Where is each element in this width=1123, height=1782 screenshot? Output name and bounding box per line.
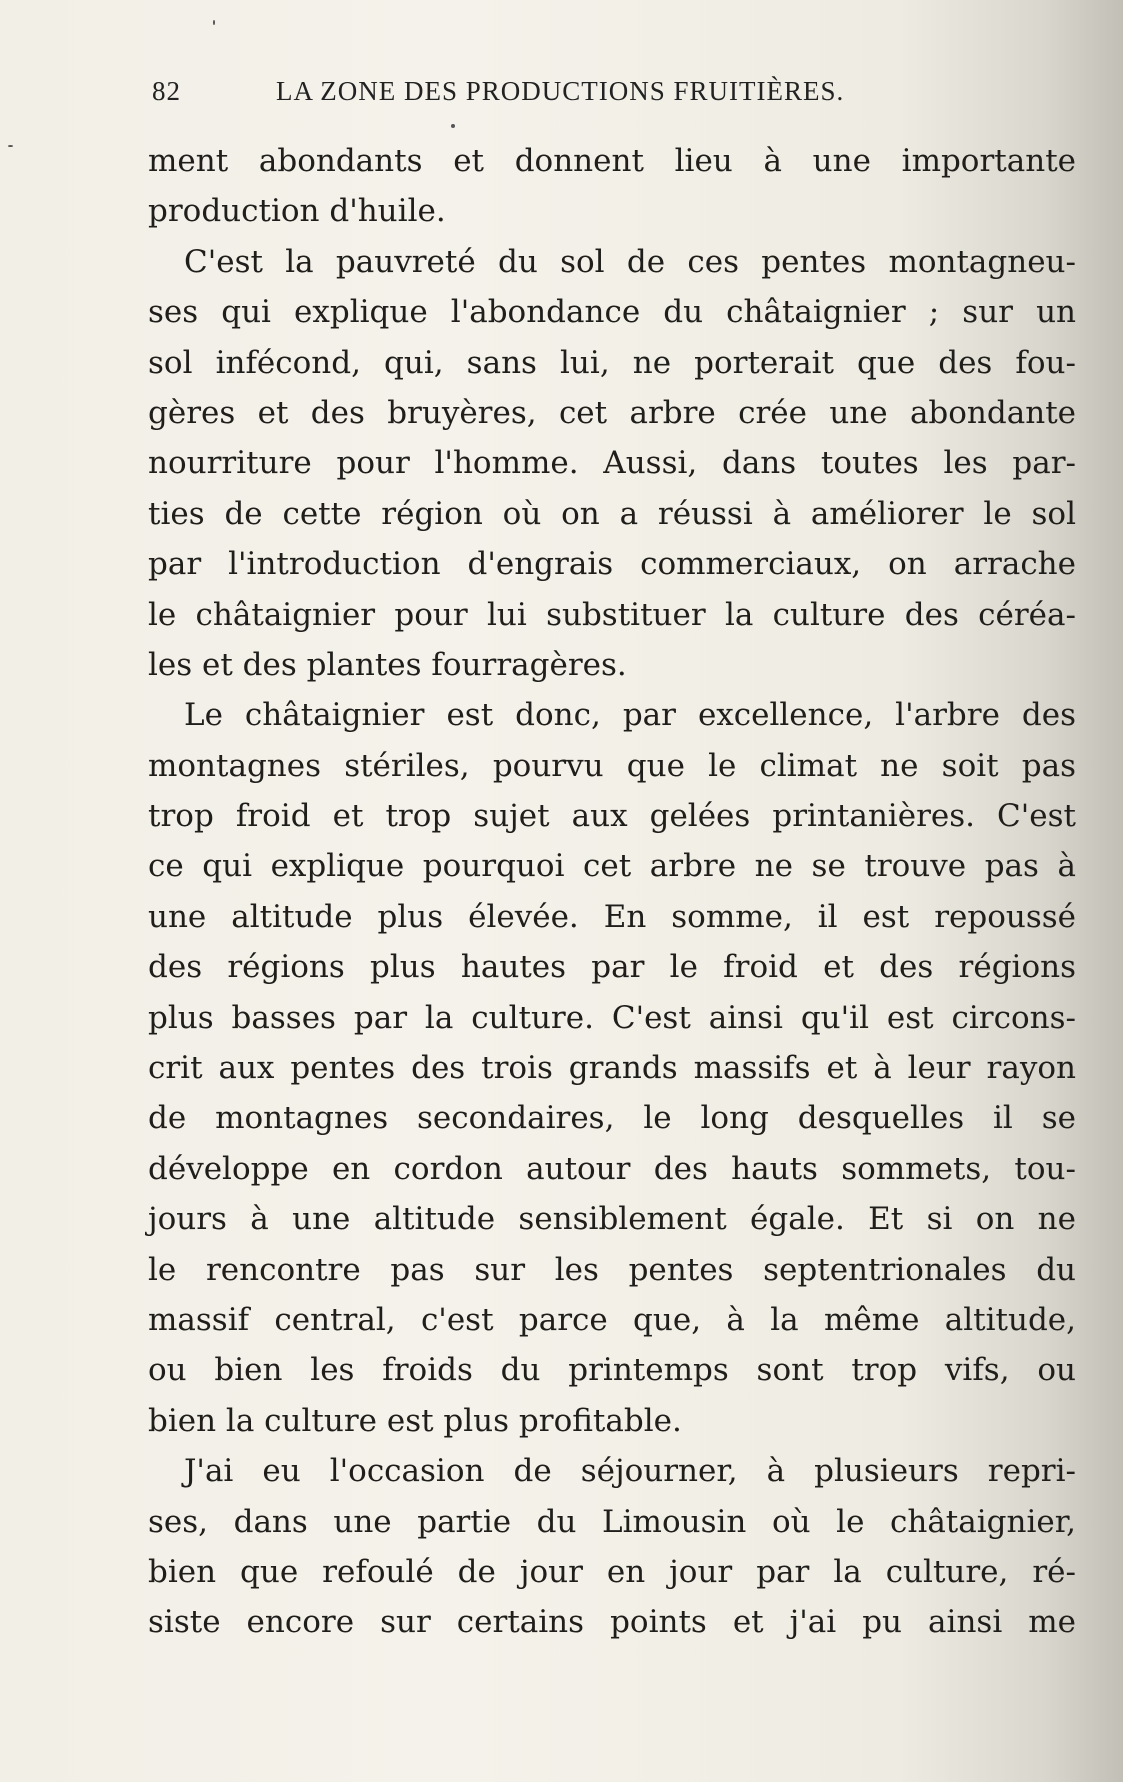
text-line: crit aux pentes des trois grands massifs et à leur rayon <box>148 1050 1076 1087</box>
text-line: siste encore sur certains points et j'ai pu ainsi me <box>148 1604 1076 1641</box>
text-line: des régions plus hautes par le froid et des régions <box>148 949 1076 986</box>
page-header <box>152 72 972 112</box>
text-line: bien que refoulé de jour en jour par la culture, ré- <box>148 1553 1076 1590</box>
text-line: plus basses par la culture. C'est ainsi qu'il est circons- <box>148 999 1076 1036</box>
ink-speck <box>451 124 455 128</box>
text-line: ses, dans une partie du Limousin où le châtaignier, <box>148 1503 1076 1540</box>
text-line: production d'huile. <box>148 193 446 230</box>
text-line: bien la culture est plus profitable. <box>148 1402 682 1439</box>
text-line: massif central, c'est parce que, à la même altitude, <box>148 1301 1076 1338</box>
text-line: ce qui explique pourquoi cet arbre ne se trouve pas à <box>148 848 1076 885</box>
text-line: ou bien les froids du printemps sont trop vifs, ou <box>148 1352 1076 1389</box>
text-line: nourriture pour l'homme. Aussi, dans toutes les par- <box>148 445 1076 482</box>
text-line: trop froid et trop sujet aux gelées printanières. C'est <box>148 798 1076 835</box>
ink-speck <box>213 20 215 25</box>
text-line: Le châtaignier est donc, par excellence, l'arbre des <box>184 697 1076 734</box>
text-line: une altitude plus élevée. En somme, il est repoussé <box>148 898 1076 935</box>
text-line: ses qui explique l'abondance du châtaignier ; sur un <box>148 294 1076 331</box>
text-line: de montagnes secondaires, le long desquelles il se <box>148 1100 1076 1137</box>
text-line: développe en cordon autour des hauts sommets, tou- <box>148 1150 1076 1187</box>
running-title: LA ZONE DES PRODUCTIONS FRUITIÈRES. <box>276 76 845 106</box>
text-line: par l'introduction d'engrais commerciaux, on arrache <box>148 546 1076 583</box>
text-line: C'est la pauvreté du sol de ces pentes montagneu- <box>184 243 1076 280</box>
text-line: les et des plantes fourragères. <box>148 646 627 683</box>
text-line: le châtaignier pour lui substituer la culture des céréa- <box>148 596 1076 633</box>
text-line: montagnes stériles, pourvu que le climat ne soit pas <box>148 747 1076 784</box>
text-line: ment abondants et donnent lieu à une importante <box>148 143 1076 179</box>
text-line: ties de cette région où on a réussi à améliorer le sol <box>148 495 1076 532</box>
ink-speck <box>8 145 13 147</box>
text-line: sol infécond, qui, sans lui, ne porterait que des fou- <box>148 344 1076 381</box>
body-text <box>148 136 1076 1648</box>
text-line: le rencontre pas sur les pentes septentrionales du <box>148 1251 1076 1288</box>
page-number: 82 <box>152 76 181 106</box>
text-line: jours à une altitude sensiblement égale. Et si on ne <box>148 1201 1076 1238</box>
text-line: J'ai eu l'occasion de séjourner, à plusieurs repri- <box>184 1453 1076 1490</box>
text-line: gères et des bruyères, cet arbre crée une abondante <box>148 394 1076 431</box>
